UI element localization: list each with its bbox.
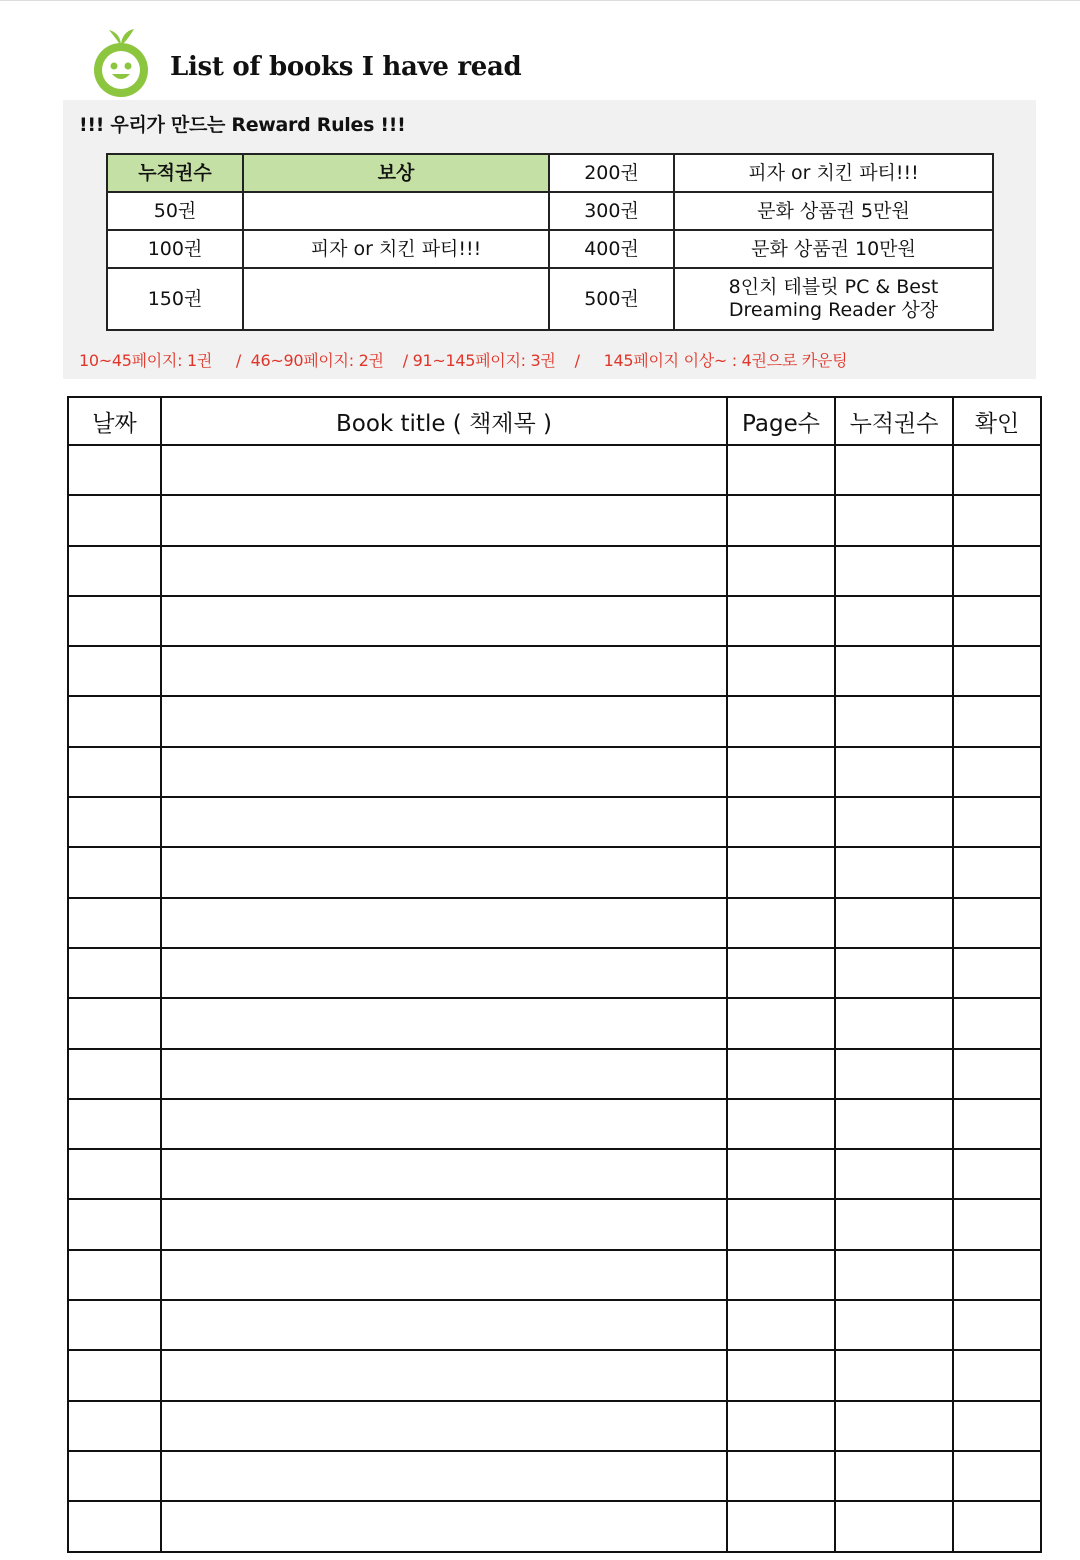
- date-cell[interactable]: [68, 1401, 161, 1451]
- column-header-total-count: 누적권수: [835, 397, 953, 445]
- date-cell[interactable]: [68, 1451, 161, 1501]
- reward-value-line: 8인치 테블릿 PC & Best: [728, 276, 939, 298]
- pages-cell[interactable]: [727, 747, 835, 797]
- reward-value: 피자 or 치킨 파티!!!: [674, 154, 993, 192]
- table-row: [68, 1350, 1041, 1400]
- check-cell[interactable]: [953, 797, 1041, 847]
- pages-cell[interactable]: [727, 1049, 835, 1099]
- total-count-cell[interactable]: [835, 998, 953, 1048]
- reward-count: 50권: [107, 192, 243, 230]
- reward-rules-panel: [63, 100, 1036, 379]
- total-count-cell[interactable]: [835, 646, 953, 696]
- pages-cell[interactable]: [727, 1350, 835, 1400]
- table-row: [68, 696, 1041, 746]
- book-title-cell[interactable]: [161, 998, 727, 1048]
- table-row: [68, 445, 1041, 495]
- total-count-cell[interactable]: [835, 1149, 953, 1199]
- pages-cell[interactable]: [727, 1099, 835, 1149]
- book-title-cell[interactable]: [161, 797, 727, 847]
- table-row: [68, 747, 1041, 797]
- date-cell[interactable]: [68, 1049, 161, 1099]
- reading-log-header-row: [68, 397, 1041, 445]
- reading-log-body: [68, 445, 1041, 1552]
- pages-cell[interactable]: [727, 1451, 835, 1501]
- pages-cell[interactable]: [727, 596, 835, 646]
- date-cell[interactable]: [68, 1501, 161, 1551]
- book-title-cell[interactable]: [161, 1300, 727, 1350]
- reward-count: 300권: [549, 192, 674, 230]
- pages-cell[interactable]: [727, 1401, 835, 1451]
- pages-cell[interactable]: [727, 696, 835, 746]
- total-count-cell[interactable]: [835, 1451, 953, 1501]
- check-cell[interactable]: [953, 1199, 1041, 1249]
- check-cell[interactable]: [953, 445, 1041, 495]
- pages-cell[interactable]: [727, 1501, 835, 1551]
- total-count-cell[interactable]: [835, 1350, 953, 1400]
- check-cell[interactable]: [953, 646, 1041, 696]
- pages-cell[interactable]: [727, 1300, 835, 1350]
- table-row: [68, 898, 1041, 948]
- pages-cell[interactable]: [727, 948, 835, 998]
- table-row: [68, 1401, 1041, 1451]
- pages-cell[interactable]: [727, 1250, 835, 1300]
- date-cell[interactable]: [68, 847, 161, 897]
- book-title-cell[interactable]: [161, 747, 727, 797]
- date-cell[interactable]: [68, 1350, 161, 1400]
- column-header-date: 날짜: [68, 397, 161, 445]
- reward-count: 150권: [107, 268, 243, 330]
- total-count-cell[interactable]: [835, 1099, 953, 1149]
- table-row: [68, 1300, 1041, 1350]
- date-cell[interactable]: [68, 646, 161, 696]
- book-title-cell[interactable]: [161, 696, 727, 746]
- pages-cell[interactable]: [727, 998, 835, 1048]
- reward-count: 200권: [549, 154, 674, 192]
- total-count-cell[interactable]: [835, 747, 953, 797]
- reward-count: 100권: [107, 230, 243, 268]
- table-row: [68, 1099, 1041, 1149]
- check-cell[interactable]: [953, 1501, 1041, 1551]
- reward-value: 문화 상품권 5만원: [674, 192, 993, 230]
- table-row: [68, 646, 1041, 696]
- reward-value-line: Dreaming Reader 상장: [728, 299, 939, 321]
- book-title-cell[interactable]: [161, 1149, 727, 1199]
- book-title-cell[interactable]: [161, 1250, 727, 1300]
- total-count-cell[interactable]: [835, 696, 953, 746]
- table-row: [68, 1451, 1041, 1501]
- total-count-cell[interactable]: [835, 445, 953, 495]
- sprout-smiley-logo: [90, 24, 152, 98]
- date-cell[interactable]: [68, 596, 161, 646]
- check-cell[interactable]: [953, 1149, 1041, 1199]
- check-cell[interactable]: [953, 696, 1041, 746]
- table-row: [68, 847, 1041, 897]
- book-title-cell[interactable]: [161, 445, 727, 495]
- total-count-cell[interactable]: [835, 546, 953, 596]
- book-title-cell[interactable]: [161, 1501, 727, 1551]
- reward-rules-heading: !!! 우리가 만드는 Reward Rules !!!: [79, 114, 406, 136]
- page-count-note: 10~45페이지: 1권 / 46~90페이지: 2권 / 91~145페이지: 3권 / 145페이지 이상~ : 4권으로 카운팅: [79, 351, 848, 370]
- total-count-cell[interactable]: [835, 847, 953, 897]
- check-cell[interactable]: [953, 898, 1041, 948]
- reward-count: 500권: [549, 268, 674, 330]
- pages-cell[interactable]: [727, 495, 835, 545]
- date-cell[interactable]: [68, 747, 161, 797]
- pages-cell[interactable]: [727, 898, 835, 948]
- check-cell[interactable]: [953, 1300, 1041, 1350]
- book-title-cell[interactable]: [161, 1350, 727, 1400]
- reward-table-row: [107, 230, 993, 268]
- date-cell[interactable]: [68, 797, 161, 847]
- pages-cell[interactable]: [727, 1149, 835, 1199]
- total-count-cell[interactable]: [835, 495, 953, 545]
- table-row: [68, 1049, 1041, 1099]
- book-title-cell[interactable]: [161, 1049, 727, 1099]
- date-cell[interactable]: [68, 696, 161, 746]
- page-title: List of books I have read: [170, 52, 522, 82]
- table-row: [68, 797, 1041, 847]
- table-row: [68, 1199, 1041, 1249]
- check-cell[interactable]: [953, 1350, 1041, 1400]
- check-cell[interactable]: [953, 948, 1041, 998]
- total-count-cell[interactable]: [835, 1199, 953, 1249]
- book-title-cell[interactable]: [161, 948, 727, 998]
- book-title-cell[interactable]: [161, 1451, 727, 1501]
- column-header-pages: Page수: [727, 397, 835, 445]
- table-row: [68, 596, 1041, 646]
- book-title-cell[interactable]: [161, 546, 727, 596]
- check-cell[interactable]: [953, 546, 1041, 596]
- top-divider: [0, 0, 1080, 1]
- table-row: [68, 1501, 1041, 1551]
- total-count-cell[interactable]: [835, 1501, 953, 1551]
- pages-cell[interactable]: [727, 646, 835, 696]
- pages-cell[interactable]: [727, 546, 835, 596]
- column-header-reward: 보상: [243, 154, 549, 192]
- reading-log-table: [67, 396, 1042, 1553]
- check-cell[interactable]: [953, 1451, 1041, 1501]
- total-count-cell[interactable]: [835, 797, 953, 847]
- date-cell[interactable]: [68, 1149, 161, 1199]
- table-row: [68, 1149, 1041, 1199]
- table-row: [68, 546, 1041, 596]
- check-cell[interactable]: [953, 495, 1041, 545]
- total-count-cell[interactable]: [835, 1401, 953, 1451]
- reward-value: 문화 상품권 10만원: [674, 230, 993, 268]
- reward-table-row: [107, 268, 993, 330]
- reward-value: [243, 192, 549, 230]
- check-cell[interactable]: [953, 1049, 1041, 1099]
- book-title-cell[interactable]: [161, 596, 727, 646]
- reward-value: [674, 268, 993, 330]
- table-row: [68, 495, 1041, 545]
- total-count-cell[interactable]: [835, 898, 953, 948]
- check-cell[interactable]: [953, 1250, 1041, 1300]
- total-count-cell[interactable]: [835, 1250, 953, 1300]
- total-count-cell[interactable]: [835, 948, 953, 998]
- reward-count: 400권: [549, 230, 674, 268]
- date-cell[interactable]: [68, 998, 161, 1048]
- date-cell[interactable]: [68, 445, 161, 495]
- check-cell[interactable]: [953, 596, 1041, 646]
- check-cell[interactable]: [953, 1099, 1041, 1149]
- column-header-count: 누적권수: [107, 154, 243, 192]
- book-title-cell[interactable]: [161, 1199, 727, 1249]
- pages-cell[interactable]: [727, 847, 835, 897]
- book-title-cell[interactable]: [161, 1401, 727, 1451]
- pages-cell[interactable]: [727, 797, 835, 847]
- reward-table: [106, 153, 994, 331]
- reward-value: [243, 268, 549, 330]
- date-cell[interactable]: [68, 546, 161, 596]
- reward-table-row: [107, 154, 993, 192]
- book-title-cell[interactable]: [161, 646, 727, 696]
- date-cell[interactable]: [68, 948, 161, 998]
- table-row: [68, 998, 1041, 1048]
- check-cell[interactable]: [953, 1401, 1041, 1451]
- date-cell[interactable]: [68, 898, 161, 948]
- date-cell[interactable]: [68, 1250, 161, 1300]
- check-cell[interactable]: [953, 747, 1041, 797]
- book-title-cell[interactable]: [161, 1099, 727, 1149]
- reward-value: 피자 or 치킨 파티!!!: [243, 230, 549, 268]
- date-cell[interactable]: [68, 1300, 161, 1350]
- book-title-cell[interactable]: [161, 495, 727, 545]
- book-title-cell[interactable]: [161, 898, 727, 948]
- table-row: [68, 948, 1041, 998]
- column-header-check: 확인: [953, 397, 1041, 445]
- total-count-cell[interactable]: [835, 596, 953, 646]
- check-cell[interactable]: [953, 847, 1041, 897]
- total-count-cell[interactable]: [835, 1300, 953, 1350]
- date-cell[interactable]: [68, 495, 161, 545]
- book-title-cell[interactable]: [161, 847, 727, 897]
- check-cell[interactable]: [953, 998, 1041, 1048]
- date-cell[interactable]: [68, 1199, 161, 1249]
- pages-cell[interactable]: [727, 1199, 835, 1249]
- pages-cell[interactable]: [727, 445, 835, 495]
- column-header-book-title: Book title ( 책제목 ): [161, 397, 727, 445]
- total-count-cell[interactable]: [835, 1049, 953, 1099]
- table-row: [68, 1250, 1041, 1300]
- reward-table-row: [107, 192, 993, 230]
- date-cell[interactable]: [68, 1099, 161, 1149]
